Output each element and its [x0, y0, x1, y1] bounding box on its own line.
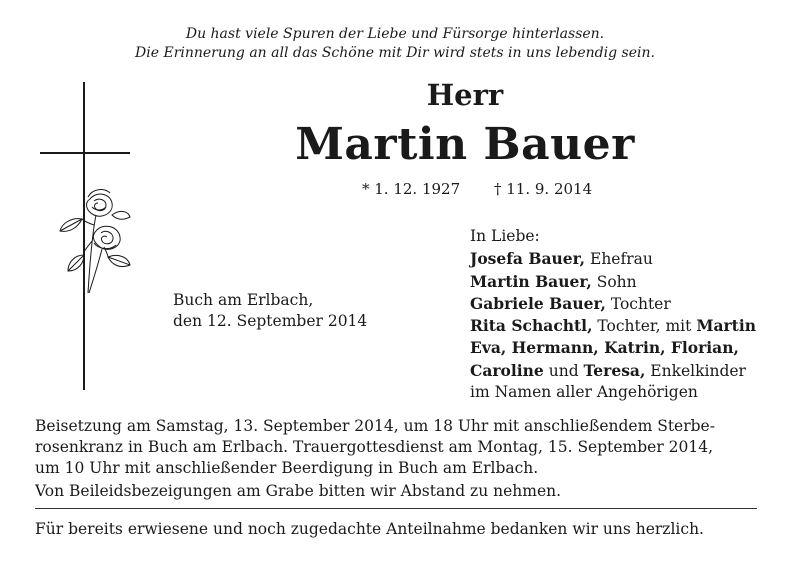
roses-icon — [52, 185, 132, 295]
divider — [35, 508, 757, 509]
condolence-note: Von Beileidsbezeigungen am Grabe bitten wir Abstand zu nehmen. — [35, 482, 562, 500]
mourner-entry: Martin Bauer, Sohn — [470, 271, 637, 291]
mourner-entry: Gabriele Bauer, Tochter — [470, 293, 671, 313]
grandchildren-line-2: Caroline und Teresa, Enkelkinder — [470, 360, 746, 380]
funeral-line-1: Beisetzung am Samstag, 13. September 2014, um 18 Uhr mit anschließendem Sterbe- — [35, 417, 715, 435]
funeral-details — [35, 416, 760, 502]
mourners-list — [470, 226, 770, 403]
thanks-note: Für bereits erwiesene und noch zugedachte Anteilnahme bedanken wir uns herzlich. — [35, 520, 704, 538]
mourners-closing: im Namen aller Angehörigen — [470, 383, 698, 402]
deceased-name: Martin Bauer — [295, 119, 635, 170]
mourner-entry: Josefa Bauer, Ehefrau — [470, 249, 653, 269]
mourner-entry: Rita Schachtl, Tochter, mit Martin — [470, 316, 756, 336]
grandchildren-line-1: Eva, Hermann, Katrin, Florian, — [470, 338, 739, 358]
death-date: † 11. 9. 2014 — [494, 180, 593, 198]
verse-line-2: Die Erinnerung an all das Schöne mit Dir wird stets in uns lebendig sein. — [135, 45, 655, 61]
place-line: Buch am Erlbach, — [173, 291, 314, 309]
birth-date: * 1. 12. 1927 — [362, 180, 461, 198]
verse-line-1: Du hast viele Spuren der Liebe und Fürsorge hinterlassen. — [185, 26, 605, 42]
salutation: Herr — [426, 78, 504, 112]
funeral-line-3: um 10 Uhr mit anschließender Beerdigung in Buch am Erlbach. — [35, 459, 539, 477]
mourners-intro: In Liebe: — [470, 227, 540, 245]
date-line: den 12. September 2014 — [173, 312, 368, 330]
funeral-line-2: rosenkranz in Buch am Erlbach. Trauergottesdienst am Montag, 15. September 2014, — [35, 438, 714, 456]
